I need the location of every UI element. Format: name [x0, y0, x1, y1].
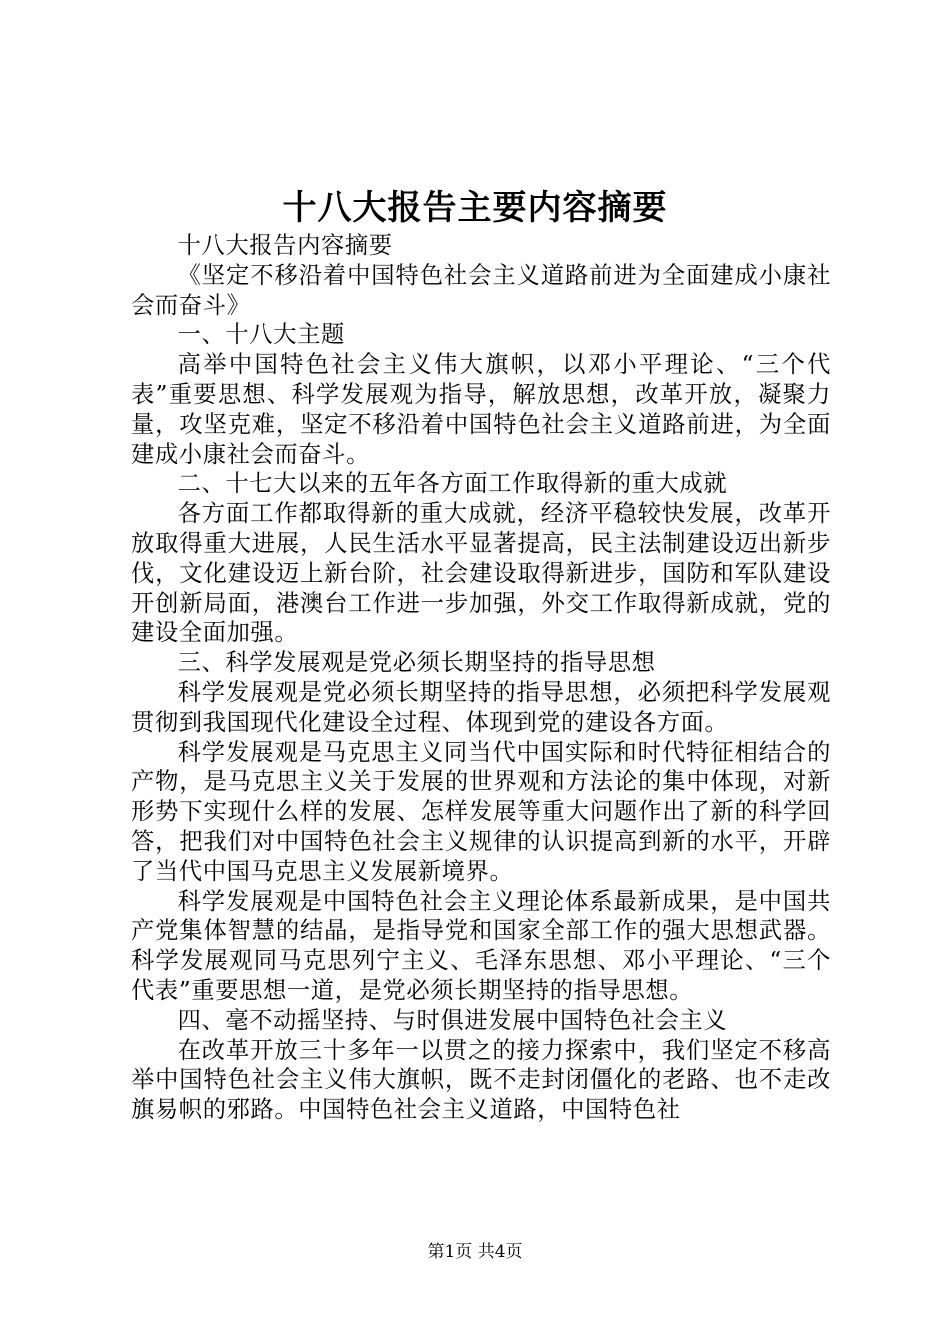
paragraph: 科学发展观是中国特色社会主义理论体系最新成果，是中国共产党集体智慧的结晶，是指导党和国家全部工作的强大思想武器。科学发展观同马克思列宁主义、毛泽东思想、邓小平理论、“三个代表”重要思想一道，是党必须长期坚持的指导思想。	[131, 887, 831, 1004]
paragraph: 各方面工作都取得新的重大成就，经济平稳较快发展，改革开放取得重大进展，人民生活水平显著提高，民主法制建设迈出新步伐，文化建设迈上新台阶，社会建设取得新进步，国防和军队建设开创新局面，港澳台工作进一步加强，外交工作取得新成就，党的建设全面加强。	[131, 500, 831, 647]
paragraph-report-title: 《坚定不移沿着中国特色社会主义道路前进为全面建成小康社会而奋斗》	[131, 261, 831, 319]
paragraph: 科学发展观是马克思主义同当代中国实际和时代特征相结合的产物，是马克思主义关于发展的世界观和方法论的集中体现，对新形势下实现什么样的发展、怎样发展等重大问题作出了新的科学回答，把我们对中国特色社会主义规律的认识提高到新的水平，开辟了当代中国马克思主义发展新境界。	[131, 738, 831, 885]
paragraph: 高举中国特色社会主义伟大旗帜，以邓小平理论、“三个代表”重要思想、科学发展观为指导，解放思想，改革开放，凝聚力量，攻坚克难，坚定不移沿着中国特色社会主义道路前进，为全面建成小康社会而奋斗。	[131, 351, 831, 468]
document-title: 十八大报告主要内容摘要	[282, 188, 668, 228]
section-heading-2: 二、十七大以来的五年各方面工作取得新的重大成就	[177, 470, 728, 498]
page-number-footer: 第1页 共4页	[427, 1242, 523, 1262]
section-heading-4: 四、毫不动摇坚持、与时俱进发展中国特色社会主义	[177, 1006, 728, 1034]
section-heading-3: 三、科学发展观是党必须长期坚持的指导思想	[177, 649, 656, 677]
paragraph: 在改革开放三十多年一以贯之的接力探索中，我们坚定不移高举中国特色社会主义伟大旗帜，既不走封闭僵化的老路、也不走改旗易帜的邪路。中国特色社会主义道路，中国特色社	[131, 1036, 831, 1124]
document-body	[131, 231, 831, 1125]
paragraph-subtitle: 十八大报告内容摘要	[177, 232, 393, 259]
section-heading-1: 一、十八大主题	[177, 321, 345, 349]
paragraph: 科学发展观是党必须长期坚持的指导思想，必须把科学发展观贯彻到我国现代化建设全过程、体现到党的建设各方面。	[131, 678, 831, 736]
